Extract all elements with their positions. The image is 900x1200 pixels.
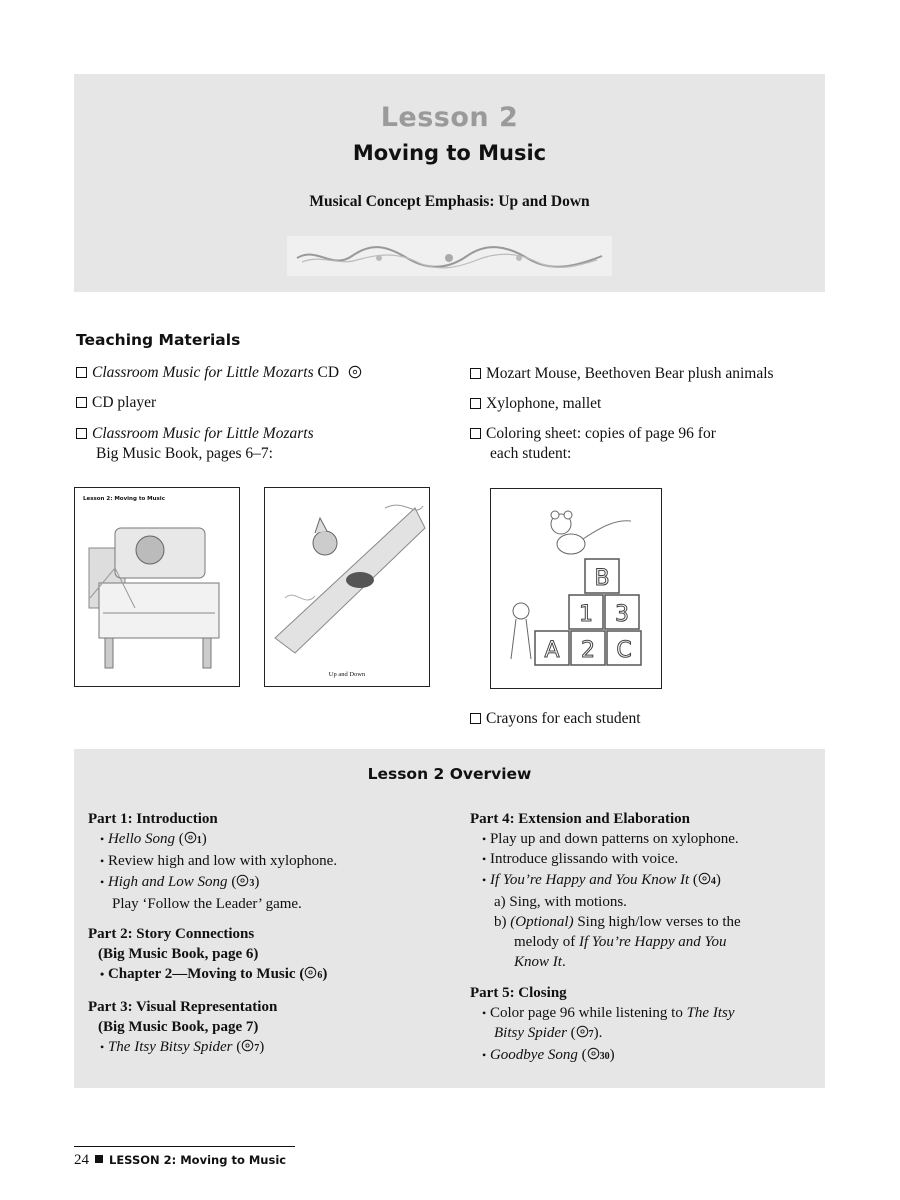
ornament-scroll-icon bbox=[287, 236, 612, 276]
part-heading: Part 1: Introduction bbox=[88, 811, 218, 827]
overview-subitem-cont: melody of If You’re Happy and You bbox=[514, 934, 727, 951]
page-number: 24 bbox=[74, 1152, 89, 1168]
checkbox-icon bbox=[470, 368, 481, 379]
overview-bullet: • Play up and down patterns on xylophone. bbox=[482, 831, 739, 848]
overview-bullet: • High and Low Song ( 3) bbox=[100, 873, 260, 890]
part-heading: Part 4: Extension and Elaboration bbox=[470, 811, 691, 827]
piano-illustration-icon bbox=[75, 488, 240, 687]
checkbox-icon bbox=[76, 397, 87, 408]
overview-right-column bbox=[470, 809, 820, 1067]
page-footer bbox=[74, 1146, 295, 1169]
square-bullet-icon bbox=[95, 1155, 103, 1163]
cd-track-icon bbox=[698, 872, 711, 885]
overview-bullet: • Goodbye Song ( 30) bbox=[482, 1047, 615, 1064]
lesson-title: Moving to Music bbox=[352, 141, 547, 165]
part-heading: Part 5: Closing bbox=[470, 984, 567, 1001]
book-page-7-thumbnail bbox=[264, 487, 430, 687]
checkbox-icon bbox=[470, 428, 481, 439]
checkbox-icon bbox=[76, 428, 87, 439]
overview-left-column bbox=[88, 809, 448, 1059]
cd-icon bbox=[347, 365, 363, 379]
block-letter: 3 bbox=[615, 602, 629, 627]
overview-bullet: • Chapter 2—Moving to Music ( 6) bbox=[100, 966, 328, 983]
block-letter: A bbox=[544, 638, 560, 663]
overview-bullet: • Color page 96 while listening to The Itsy bbox=[482, 1004, 735, 1021]
lesson-number: Lesson 2 bbox=[380, 102, 519, 133]
cd-track-icon bbox=[304, 966, 317, 979]
overview-bullet: • If You’re Happy and You Know It ( 4) bbox=[482, 871, 721, 888]
cd-track-icon bbox=[576, 1025, 589, 1038]
overview-bullet: • Introduce glissando with voice. bbox=[482, 851, 679, 868]
overview-bullet: • The Itsy Bitsy Spider ( 7) bbox=[100, 1039, 265, 1056]
checkbox-icon bbox=[470, 398, 481, 409]
part-heading: Part 3: Visual Representation bbox=[88, 998, 278, 1015]
overview-bullet-cont: Bitsy Spider ( 7). bbox=[494, 1025, 603, 1042]
material-item: Mozart Mouse, Beethoven Bear plush animals bbox=[470, 364, 774, 384]
overview-bullet: • Hello Song ( 1) bbox=[100, 831, 207, 848]
up-and-down-illustration-icon bbox=[265, 488, 430, 687]
decorative-ornament bbox=[287, 236, 612, 276]
footer-lesson-label: LESSON 2: Moving to Music bbox=[109, 1153, 287, 1167]
material-item: Coloring sheet: copies of page 96 for each student: bbox=[470, 424, 716, 464]
thumbnail-caption: Up and Down bbox=[328, 671, 366, 678]
overview-note: Play ‘Follow the Leader’ game. bbox=[112, 895, 302, 912]
overview-subitem: a) Sing, with motions. bbox=[494, 893, 627, 910]
material-item: Xylophone, mallet bbox=[470, 394, 601, 414]
checkbox-icon bbox=[470, 713, 481, 724]
part-heading: Part 2: Story Connections bbox=[88, 926, 255, 943]
block-letter: B bbox=[594, 566, 610, 591]
part-subheading: (Big Music Book, page 7) bbox=[98, 1018, 259, 1035]
part-subheading: (Big Music Book, page 6) bbox=[98, 946, 259, 963]
checkbox-icon bbox=[76, 367, 87, 378]
material-item: Classroom Music for Little Mozarts CD bbox=[76, 363, 363, 383]
teaching-materials-heading: Teaching Materials bbox=[76, 331, 241, 349]
cd-track-icon bbox=[184, 831, 197, 844]
cd-track-icon bbox=[236, 874, 249, 887]
lesson-overview bbox=[74, 749, 825, 1088]
material-item: CD player bbox=[76, 393, 156, 413]
block-letter: C bbox=[616, 638, 632, 663]
concept-emphasis: Musical Concept Emphasis: Up and Down bbox=[309, 193, 590, 210]
material-item: Classroom Music for Little Mozarts Big Music Book, pages 6–7: bbox=[76, 424, 314, 464]
overview-subitem: b) (Optional) Sing high/low verses to the bbox=[494, 914, 741, 931]
overview-title: Lesson 2 Overview bbox=[367, 765, 532, 783]
cd-track-icon bbox=[241, 1039, 254, 1052]
cd-track-icon bbox=[587, 1047, 600, 1060]
overview-bullet: • Review high and low with xylophone. bbox=[100, 853, 338, 870]
book-page-6-thumbnail bbox=[74, 487, 240, 687]
thumbnail-title: Lesson 2: Moving to Music bbox=[83, 496, 165, 502]
overview-subitem-cont: Know It. bbox=[514, 954, 566, 971]
block-letter: 1 bbox=[579, 602, 593, 627]
blocks-illustration-icon bbox=[491, 489, 662, 689]
block-letter: 2 bbox=[581, 638, 595, 663]
coloring-sheet-thumbnail bbox=[490, 488, 662, 689]
material-item: Crayons for each student bbox=[470, 709, 641, 729]
